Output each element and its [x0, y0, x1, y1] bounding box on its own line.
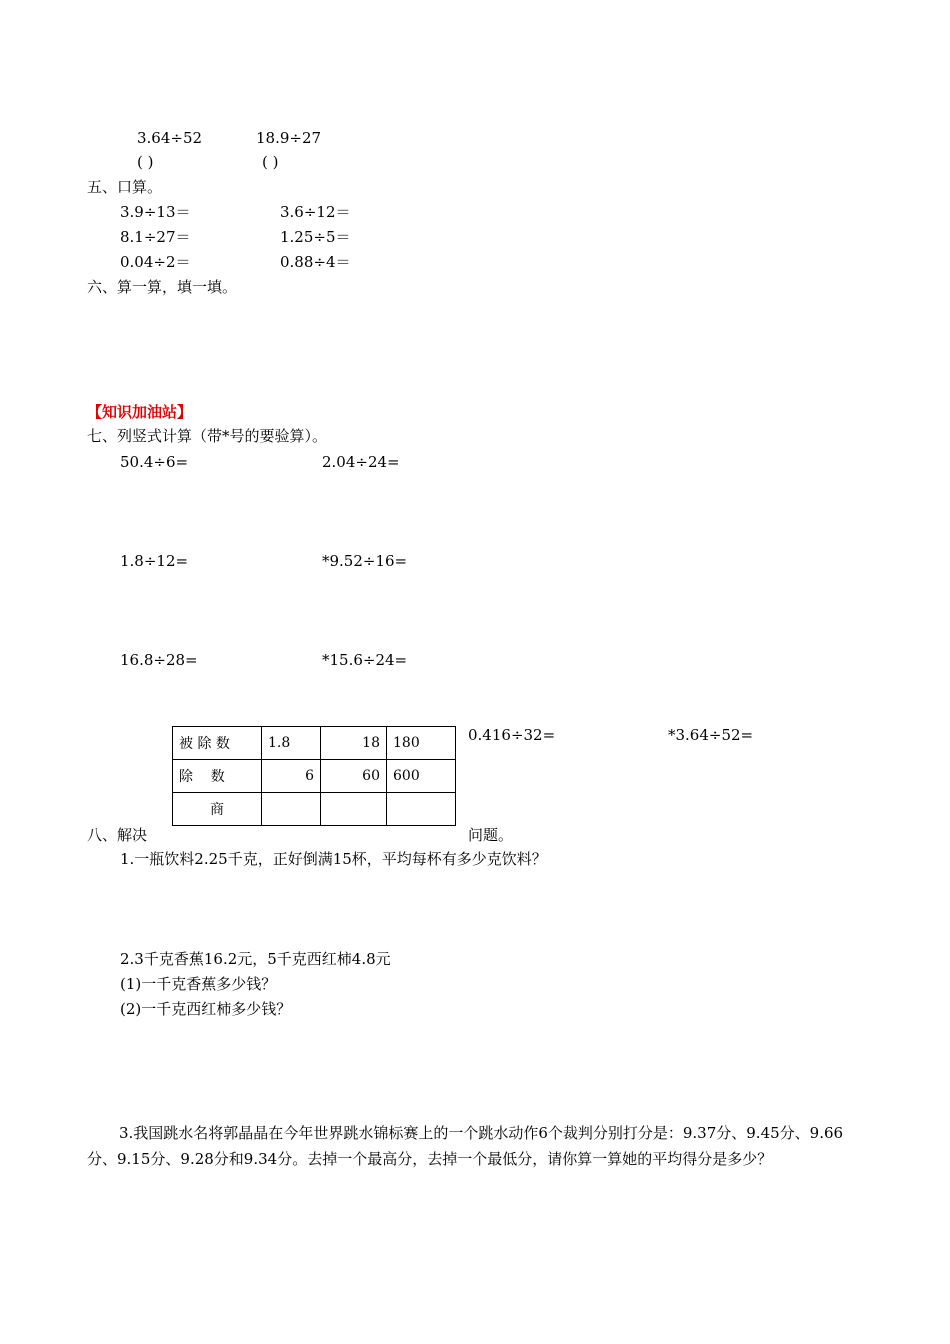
table-cell: 6: [262, 760, 321, 793]
quotient-cell[interactable]: [262, 793, 321, 826]
oral-calc-item: 0.88÷4＝: [280, 253, 351, 271]
expression-1: 3.64÷52: [137, 129, 203, 147]
vertical-calc-item: *15.6÷24=: [322, 651, 408, 669]
table-cell: 60: [321, 760, 387, 793]
answer-paren-2: ( ): [262, 153, 279, 171]
table-cell: 18: [321, 727, 387, 760]
dividend-label: 被 除 数: [173, 727, 262, 760]
vertical-calc-item: 0.416÷32=: [468, 726, 556, 744]
problem-2-part-2: (2)一千克西红柿多少钱？: [120, 1000, 292, 1018]
problem-2-part-1: (1)一千克香蕉多少钱？: [120, 975, 277, 993]
problem-1: 1.一瓶饮料2.25千克，正好倒满15杯，平均每杯有多少克饮料？: [120, 850, 547, 868]
section-6-title: 六、算一算，填一填。: [87, 278, 238, 296]
divisor-label: 除 数: [173, 760, 262, 793]
division-table: [172, 726, 456, 826]
oral-calc-item: 0.04÷2＝: [120, 253, 191, 271]
expression-2: 18.9÷27: [256, 129, 322, 147]
vertical-calc-item: 16.8÷28=: [120, 651, 198, 669]
vertical-calc-item: *9.52÷16=: [322, 552, 408, 570]
table-row: [173, 727, 456, 760]
table-cell: 1.8: [262, 727, 321, 760]
table-row: [173, 760, 456, 793]
table-cell: 600: [387, 760, 456, 793]
table-cell: 180: [387, 727, 456, 760]
oral-calc-item: 3.6÷12＝: [280, 203, 351, 221]
oral-calc-item: 3.9÷13＝: [120, 203, 191, 221]
oral-calc-item: 1.25÷5＝: [280, 228, 351, 246]
vertical-calc-item: 1.8÷12=: [120, 552, 189, 570]
section-8-title-start: 八、解决: [87, 826, 148, 844]
vertical-calc-item: *3.64÷52=: [668, 726, 754, 744]
section-5-title: 五、口算。: [87, 178, 163, 196]
quotient-label: 商: [173, 793, 262, 826]
problem-3: 3.我国跳水名将郭晶晶在今年世界跳水锦标赛上的一个跳水动作6个裁判分别打分是：9.37分、9.45分、9.66分、9.15分、9.28分和9.34分。去掉一个最高分，去掉一个最低分，请你算一算她的平均得分是多少？: [87, 1124, 844, 1168]
vertical-calc-item: 50.4÷6=: [120, 453, 189, 471]
vertical-calc-item: 2.04÷24=: [322, 453, 400, 471]
problem-2: 2.3千克香蕉16.2元，5千克西红柿4.8元: [120, 950, 391, 968]
knowledge-banner: 【知识加油站】: [87, 403, 193, 421]
oral-calc-item: 8.1÷27＝: [120, 228, 191, 246]
quotient-cell[interactable]: [321, 793, 387, 826]
section-8-title-end: 问题。: [468, 826, 514, 844]
answer-paren-1: ( ): [137, 153, 154, 171]
table-row: [173, 793, 456, 826]
section-7-title: 七、列竖式计算（带*号的要验算）。: [87, 427, 328, 445]
quotient-cell[interactable]: [387, 793, 456, 826]
